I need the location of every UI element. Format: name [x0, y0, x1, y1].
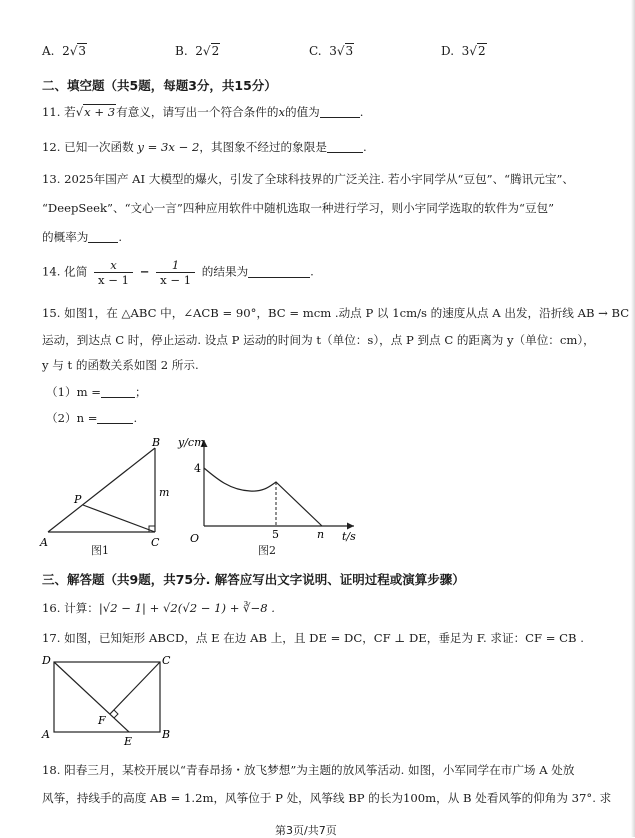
label-b: B [162, 728, 171, 741]
question-18-line1: 18. 阳春三月，某校开展以“青春昂扬・放飞梦想”为主题的放风筝活动. 如图，小军同学在市广场 A 处放 [42, 763, 575, 777]
question-15-line2: 运动，到达点 C 时，停止运动. 设点 P 运动的时间为 t（单位：s），点 P 到点 C 的距离为 y（单位：cm）， [42, 333, 595, 347]
section3-heading: 三、解答题（共9题，共75分. 解答应写出文字说明、证明过程或演算步骤） [42, 572, 465, 587]
segment-pc [83, 505, 155, 532]
choice-c: C. 3√3 [309, 44, 354, 58]
label-c: C [162, 654, 171, 667]
figure-1-caption: 图1 [91, 544, 109, 557]
function-curve [204, 468, 322, 526]
choice-d: D. 3√2 [441, 44, 486, 58]
choice-b: B. 2√2 [175, 44, 220, 58]
question-18-line2: 风筝，持线手的高度 AB = 1.2m，风筝位于 P 处，风筝线 BP 的长为100m，从 B 处看风筝的仰角为 37°. 求 [42, 791, 612, 805]
x-axis-label: t/s [342, 530, 356, 543]
section2-heading: 二、填空题（共5题，每题3分，共15分） [42, 78, 277, 93]
question-15-sub1: （1）m = ； [46, 385, 147, 399]
label-e: E [124, 735, 133, 748]
label-a: A [42, 728, 50, 741]
segment-cf [110, 662, 160, 714]
label-d: D [42, 654, 51, 667]
question-13-line3: 的概率为 . [42, 230, 123, 244]
label-p: P [74, 493, 82, 506]
question-16: 16. 计算：|√2 − 1| + √2(√2 − 1) + ∛−8 . [42, 601, 275, 615]
question-11: 11. 若√x + 3有意义，请写出一个符合条件的x的值为 . [42, 105, 364, 119]
page-number: 第3页/共7页 [275, 824, 337, 837]
origin-label: O [190, 532, 200, 545]
figure-3-rectangle [38, 652, 178, 747]
question-13-line1: 13. 2025年国产 AI 大模型的爆火，引发了全球科技界的广泛关注. 若小宇同学从“豆包”、“腾讯元宝”、 [42, 172, 575, 186]
y-tick-4: 4 [194, 462, 201, 475]
rectangle-abcd [54, 662, 160, 732]
figure-1-triangle [38, 436, 168, 556]
question-15-line1: 15. 如图1，在 △ABC 中，∠ACB = 90°，BC = mcm .动点 P 以 1cm/s 的速度从点 A 出发，沿折线 AB → BC [42, 306, 630, 320]
x-tick-n: n [317, 528, 325, 541]
x-tick-5: 5 [272, 528, 279, 541]
label-c: C [151, 536, 160, 549]
segment-ab [48, 448, 155, 532]
label-b: B [152, 436, 161, 449]
label-a: A [40, 536, 48, 549]
fraction-1: $\frac{x}{x - 1}$ [94, 258, 133, 287]
question-13-line2: “DeepSeek”、“文心一言”四种应用软件中随机选取一种进行学习，则小宇同学选取的软件为“豆包” [42, 201, 555, 215]
label-f: F [98, 714, 106, 727]
y-axis-label: y/cm [178, 436, 205, 449]
segment-de [54, 662, 129, 732]
perpendicular-mark [114, 710, 118, 718]
page-edge-shadow [631, 0, 635, 837]
choice-a: A. 2√3 [42, 44, 87, 58]
fraction-2: $\frac{1}{x - 1}$ [156, 258, 195, 287]
label-m: m [159, 486, 170, 499]
question-12: 12. 已知一次函数 y = 3x − 2，其图象不经过的象限是 . [42, 140, 367, 154]
question-14: 14. 化简 $\frac{x}{x - 1}$ − $\frac{1}{x - 1}$ 的结果为 . [42, 258, 314, 287]
question-15-line3: y 与 t 的函数关系如图 2 所示. [42, 358, 199, 372]
question-15-sub2: （2）n = . [46, 411, 138, 425]
question-17: 17. 如图，已知矩形 ABCD，点 E 在边 AB 上，且 DE = DC，CF ⊥ DE，垂足为 F. 求证：CF = CB . [42, 631, 584, 645]
figure-2-caption: 图2 [258, 544, 276, 557]
figure-2-graph [172, 434, 362, 546]
